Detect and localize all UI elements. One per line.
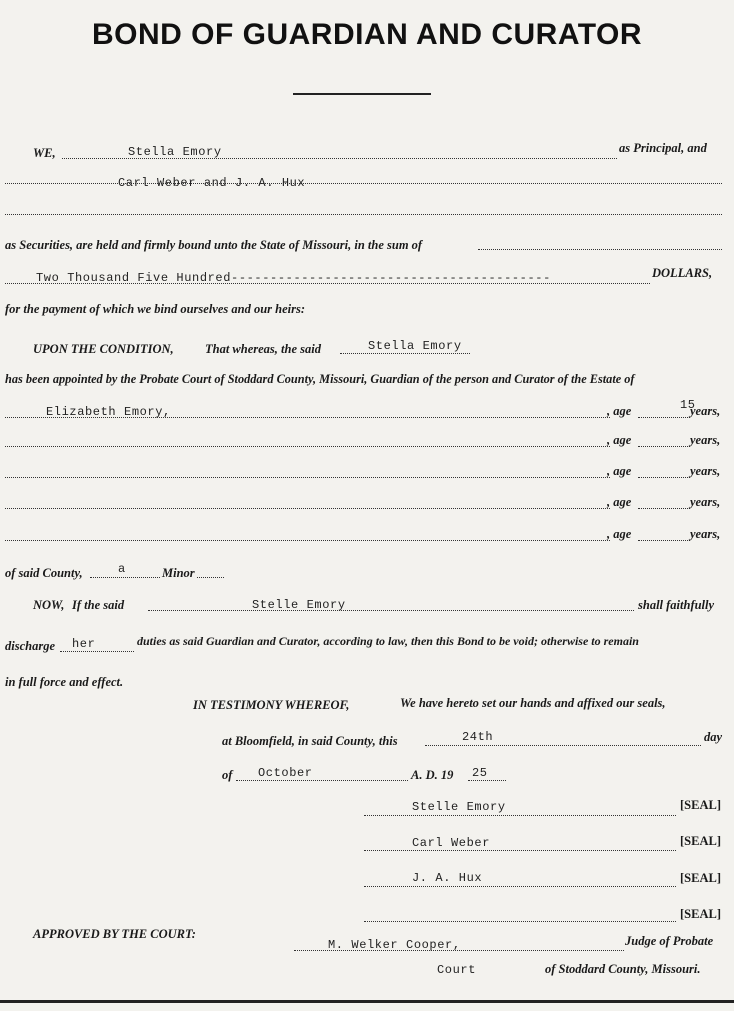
age-fill-line [638,446,690,447]
discharge-prefix: discharge [5,639,55,653]
years-label: years, [690,527,721,541]
signature-line [364,850,676,851]
we-label: WE, [33,146,56,160]
age-fill-line [638,508,690,509]
day-label: day [704,730,723,744]
sum-fill-line-1 [478,249,722,250]
condition-name: Stella Emory [368,339,462,353]
discharge-pronoun: her [72,637,96,651]
month-fill-line [236,780,408,781]
article: a [118,562,126,576]
document-title: BOND OF GUARDIAN AND CURATOR [91,18,643,51]
now-intro: NOW, [33,598,65,612]
court-label: Court [437,963,477,977]
county-fill-line [90,577,224,578]
securities-names: Carl Weber and J. A. Hux [118,176,306,190]
signature-name: Stelle Emory [412,800,506,814]
now-name: Stelle Emory [252,598,346,612]
age-fill-line [638,417,690,418]
appointed-statement: has been appointed by the Probate Court of Stoddard County, Missouri, Guardian of the person and Curator of the Estate of [5,372,635,386]
ward-name-line [5,477,610,478]
now-text: If the said [72,598,125,612]
age-label: , age [607,433,632,447]
signature-line [364,815,676,816]
county-prefix: of said County, [5,566,83,580]
as-principal-label: as Principal, and [619,141,707,155]
ward-name-line [5,508,610,509]
seal-label: [SEAL] [680,798,721,812]
discharge-text: duties as said Guardian and Curator, according to law, then this Bond to be void; otherwise to remain [137,634,639,648]
years-label: years, [690,464,721,478]
faithfully-label: shall faithfully [638,598,715,612]
signature-line [364,886,676,887]
ad-label: A. D. 19 [411,768,454,782]
approved-label: APPROVED BY THE COURT: [33,927,196,941]
year-value: 25 [472,766,488,780]
blank-fill-line [5,214,722,215]
principal-name: Stella Emory [128,145,222,159]
age-label: , age [607,464,632,478]
place-text: at Bloomfield, in said County, this [222,734,398,748]
securities-fill-line [5,183,722,184]
bottom-border [0,1000,734,1003]
dollars-label: DOLLARS, [652,266,713,280]
condition-name-line [340,353,470,354]
of-label: of [222,768,233,782]
age-label: , age [607,404,632,418]
years-label: years, [690,404,721,418]
minor-label: Minor [162,566,195,580]
years-label: years, [690,433,721,447]
ward-name-line [5,540,610,541]
age-label: , age [607,495,632,509]
day-value: 24th [462,730,494,744]
signature-name: J. A. Hux [412,871,483,885]
testimony-text: We have hereto set our hands and affixed our seals, [400,696,666,710]
signature-line [364,921,676,922]
seal-label: [SEAL] [680,871,721,885]
age-fill-line [638,540,690,541]
year-fill-line [468,780,506,781]
age-fill-line [638,477,690,478]
age-label: , age [607,527,632,541]
seal-label: [SEAL] [680,907,721,921]
now-fill-line [148,610,634,611]
condition-intro: UPON THE CONDITION, [33,342,174,356]
title-underline [293,93,431,95]
years-label: years, [690,495,721,509]
testimony-intro: IN TESTIMONY WHEREOF, [193,698,350,712]
pronoun-fill-line [60,651,134,652]
county-label: of Stoddard County, Missouri. [545,962,701,976]
seal-label: [SEAL] [680,834,721,848]
judge-name: M. Welker Cooper, [328,938,461,952]
month-value: October [258,766,313,780]
judge-title: Judge of Probate [625,934,714,948]
ward-name: Elizabeth Emory, [46,405,171,419]
full-force-text: in full force and effect. [5,675,124,689]
ward-name-line [5,446,610,447]
day-fill-line [425,745,701,746]
payment-clause: for the payment of which we bind ourselves and our heirs: [5,302,306,316]
securities-statement: as Securities, are held and firmly bound unto the State of Missouri, in the sum of [5,238,423,252]
sum-amount: Two Thousand Five Hundred----------------------------------------- [36,271,551,285]
condition-text: That whereas, the said [205,342,321,356]
signature-name: Carl Weber [412,836,491,850]
ward-age: 15 [680,398,696,412]
